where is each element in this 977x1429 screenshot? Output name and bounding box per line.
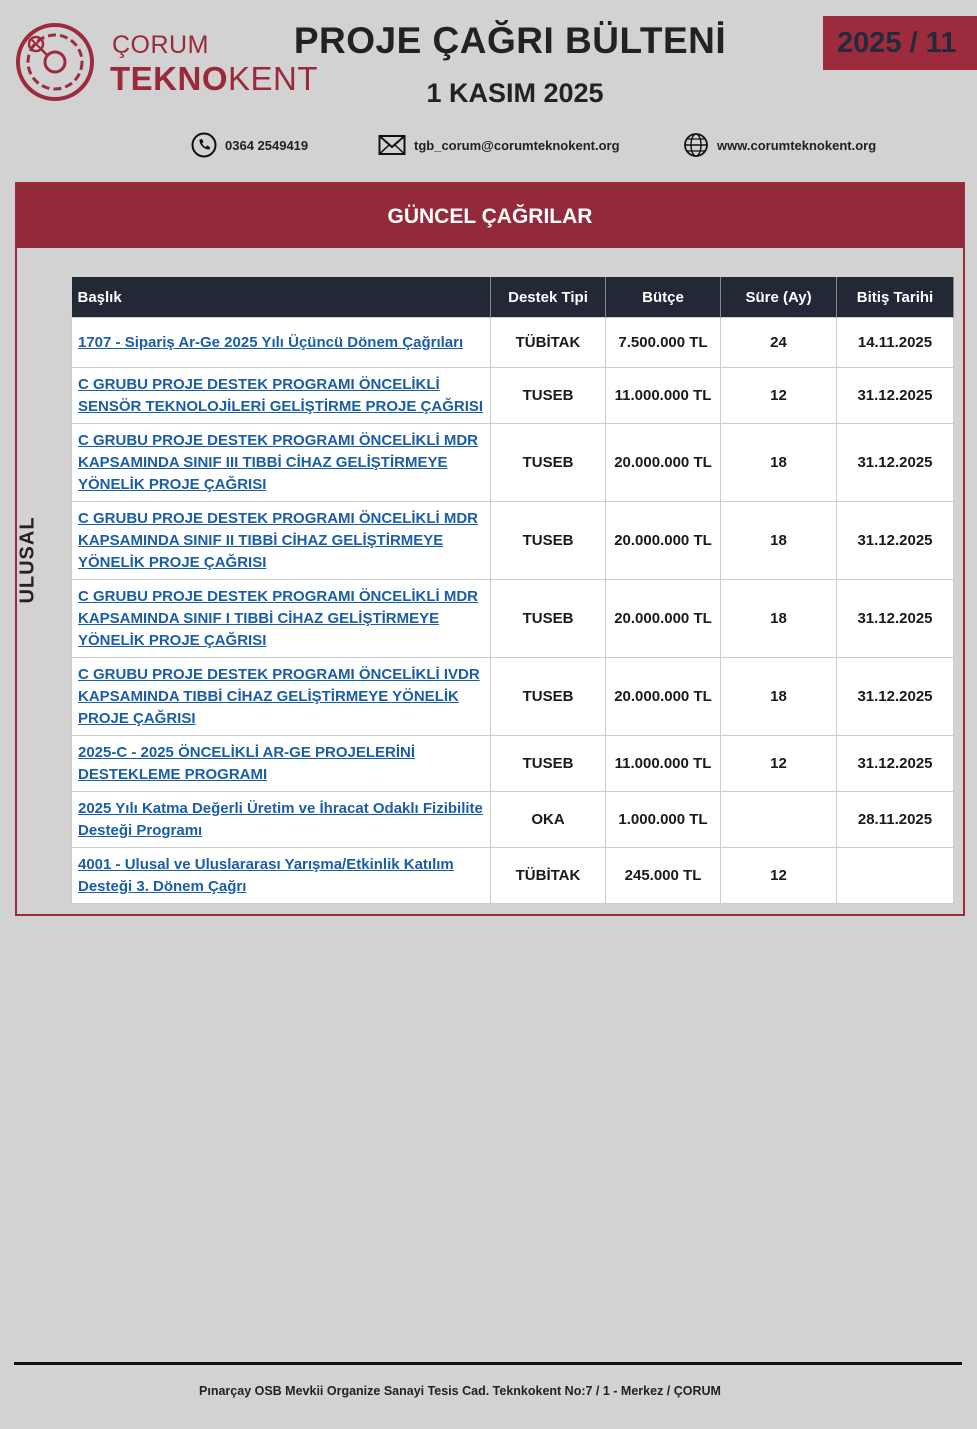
deadline: 31.12.2025 (837, 424, 954, 502)
table-row (72, 848, 954, 904)
call-link[interactable]: C GRUBU PROJE DESTEK PROGRAMI ÖNCELİKLİ MDR KAPSAMINDA SINIF I TIBBİ CİHAZ GELİŞTİRMEYE YÖNELİK PROJE ÇAĞRISI (78, 587, 479, 649)
support-type: TUSEB (491, 424, 606, 502)
support-type: OKA (491, 792, 606, 848)
globe-icon (683, 132, 709, 158)
table-row (72, 658, 954, 736)
support-type: TUSEB (491, 502, 606, 580)
mail-icon (378, 134, 406, 156)
duration: 12 (721, 736, 837, 792)
brand-line1: ÇORUM (112, 31, 209, 59)
duration: 18 (721, 580, 837, 658)
deadline: 31.12.2025 (837, 658, 954, 736)
budget: 20.000.000 TL (606, 580, 721, 658)
budget: 7.500.000 TL (606, 318, 721, 368)
budget: 20.000.000 TL (606, 424, 721, 502)
category-label: ULUSAL (16, 516, 39, 604)
issue-badge: 2025 / 11 (823, 16, 977, 70)
duration: 18 (721, 658, 837, 736)
budget: 20.000.000 TL (606, 658, 721, 736)
call-title-cell (72, 318, 491, 368)
col-header-deadline: Bitiş Tarihi (837, 277, 954, 318)
duration: 12 (721, 848, 837, 904)
table-row (72, 424, 954, 502)
duration: 18 (721, 424, 837, 502)
gear-logo-icon (14, 14, 98, 110)
bulletin-date: 1 KASIM 2025 (426, 78, 604, 108)
support-type: TUSEB (491, 736, 606, 792)
support-type: TÜBİTAK (491, 318, 606, 368)
call-title-cell (72, 848, 491, 904)
call-title-cell (72, 502, 491, 580)
duration: 24 (721, 318, 837, 368)
table-row (72, 736, 954, 792)
support-type: TUSEB (491, 658, 606, 736)
duration: 12 (721, 368, 837, 424)
call-link[interactable]: C GRUBU PROJE DESTEK PROGRAMI ÖNCELİKLİ IVDR KAPSAMINDA TIBBİ CİHAZ GELİŞTİRMEYE YÖNELİK PROJE ÇAĞRISI (78, 665, 480, 727)
call-link[interactable]: 4001 - Ulusal ve Uluslararası Yarışma/Etkinlik Katılım Desteği 3. Dönem Çağrı (78, 855, 454, 895)
call-title-cell (72, 368, 491, 424)
budget: 245.000 TL (606, 848, 721, 904)
brand-line2 (110, 60, 318, 98)
call-link[interactable]: C GRUBU PROJE DESTEK PROGRAMI ÖNCELİKLİ SENSÖR TEKNOLOJİLERİ GELİŞTİRME PROJE ÇAĞRISI (78, 375, 484, 415)
budget: 20.000.000 TL (606, 502, 721, 580)
phone-icon (191, 132, 217, 158)
website-text: www.corumteknokent.org (717, 137, 877, 153)
duration: 18 (721, 502, 837, 580)
call-link[interactable]: 2025 Yılı Katma Değerli Üretim ve İhracat Odaklı Fizibilite Desteği Programı (78, 799, 483, 839)
call-link[interactable]: 2025-C - 2025 ÖNCELİKLİ AR-GE PROJELERİNİ DESTEKLEME PROGRAMI (78, 743, 416, 783)
email-text: tgb_corum@corumteknokent.org (414, 137, 620, 153)
call-title-cell (72, 792, 491, 848)
section-title: GÜNCEL ÇAĞRILAR (17, 184, 963, 248)
deadline: 28.11.2025 (837, 792, 954, 848)
duration (721, 792, 837, 848)
col-header-budget: Bütçe (606, 277, 721, 318)
col-header-title: Başlık (72, 277, 491, 318)
deadline: 31.12.2025 (837, 502, 954, 580)
table-header-row (72, 277, 954, 318)
call-title-cell (72, 580, 491, 658)
deadline: 31.12.2025 (837, 736, 954, 792)
calls-table (71, 277, 954, 904)
footer-divider (14, 1362, 962, 1365)
phone-text: 0364 2549419 (225, 137, 309, 153)
support-type: TÜBİTAK (491, 848, 606, 904)
table-row (72, 792, 954, 848)
table-row (72, 318, 954, 368)
footer-address: Pınarçay OSB Mevkii Organize Sanayi Tesis Cad. Teknkokent No:7 / 1 - Merkez / ÇORUM (199, 1384, 721, 1398)
deadline: 14.11.2025 (837, 318, 954, 368)
budget: 1.000.000 TL (606, 792, 721, 848)
table-row (72, 580, 954, 658)
budget: 11.000.000 TL (606, 368, 721, 424)
deadline: 31.12.2025 (837, 580, 954, 658)
brand-light: KENT (228, 60, 319, 97)
budget: 11.000.000 TL (606, 736, 721, 792)
deadline: 31.12.2025 (837, 368, 954, 424)
deadline (837, 848, 954, 904)
contact-phone (191, 131, 308, 159)
support-type: TUSEB (491, 368, 606, 424)
col-header-type: Destek Tipi (491, 277, 606, 318)
contact-email (378, 131, 620, 159)
call-title-cell (72, 736, 491, 792)
brand-bold: TEKNO (110, 60, 228, 97)
table-row (72, 368, 954, 424)
support-type: TUSEB (491, 580, 606, 658)
call-title-cell (72, 658, 491, 736)
call-title-cell (72, 424, 491, 502)
call-link[interactable]: C GRUBU PROJE DESTEK PROGRAMI ÖNCELİKLİ MDR KAPSAMINDA SINIF III TIBBİ CİHAZ GELİŞTİRMEYE YÖNELİK PROJE ÇAĞRISI (78, 431, 479, 493)
contact-website (683, 131, 876, 159)
col-header-duration: Süre (Ay) (721, 277, 837, 318)
call-link[interactable]: 1707 - Sipariş Ar-Ge 2025 Yılı Üçüncü Dönem Çağrıları (78, 333, 464, 351)
page-title: PROJE ÇAĞRI BÜLTENİ (293, 20, 727, 61)
table-row (72, 502, 954, 580)
call-link[interactable]: C GRUBU PROJE DESTEK PROGRAMI ÖNCELİKLİ MDR KAPSAMINDA SINIF II TIBBİ CİHAZ GELİŞTİRMEYE YÖNELİK PROJE ÇAĞRISI (78, 509, 479, 571)
